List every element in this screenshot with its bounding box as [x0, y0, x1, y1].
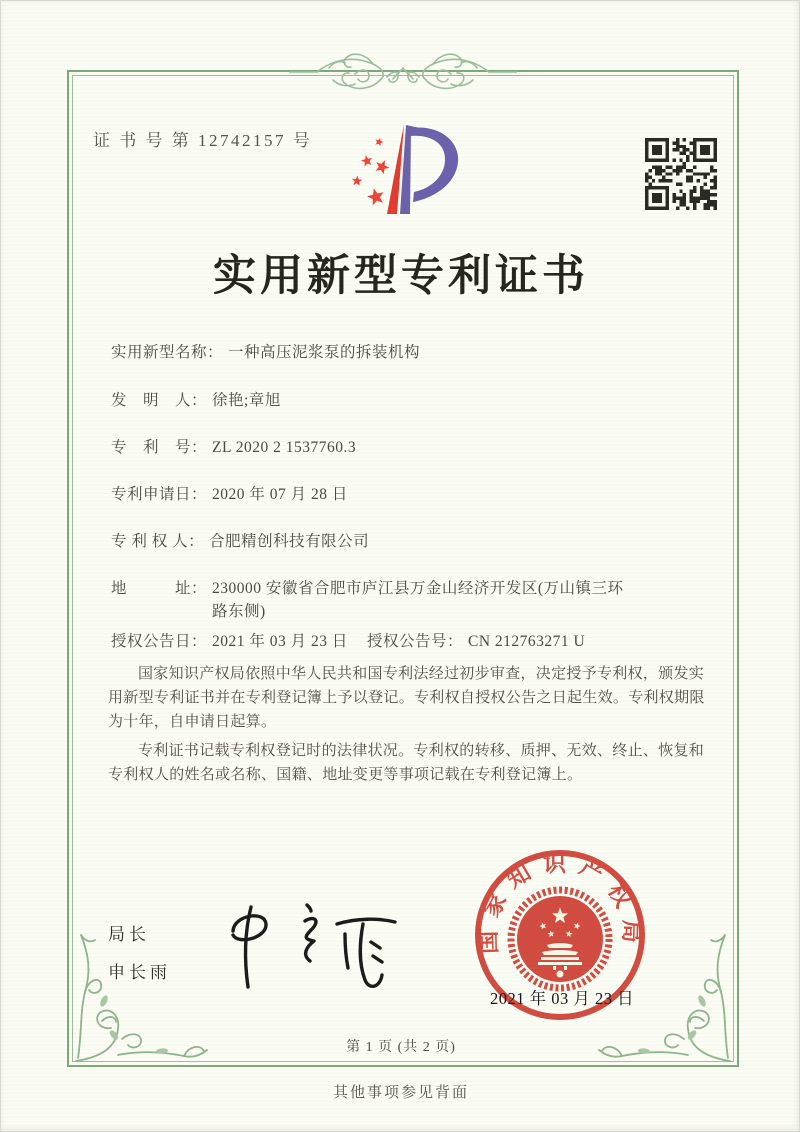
- officer-role: 局长: [108, 925, 150, 944]
- field-label: 地 址：: [111, 580, 208, 597]
- grant-date-value: 2021 年 03 月 23 日: [212, 633, 348, 650]
- field-row-patentee: [111, 530, 711, 553]
- field-value: 230000 安徽省合肥市庐江县万金山经济开发区(万山镇三环路东侧): [212, 580, 624, 621]
- field-row-grant: [111, 630, 711, 653]
- field-label: 实用新型名称：: [111, 344, 224, 361]
- national-emblem-icon: [511, 890, 609, 988]
- qr-code: [638, 131, 724, 217]
- field-row-utility-name: [111, 341, 711, 364]
- grant-number-value: CN 212763271 U: [468, 633, 586, 650]
- field-value: ZL 2020 2 1537760.3: [212, 439, 357, 456]
- legal-paragraph-2: 专利证书记载专利权登记时的法律状况。专利权的转移、质押、无效、终止、恢复和专利权人的姓名或名称、国籍、地址变更等事项记载在专利登记簿上。: [108, 743, 705, 783]
- field-value: 一种高压泥浆泵的拆装机构: [228, 344, 421, 361]
- top-flourish-icon: [289, 48, 517, 98]
- legal-text-block: [108, 662, 716, 792]
- field-row-patent-number: [111, 436, 711, 459]
- logo-bowl: [409, 127, 458, 202]
- field-value: 合肥精创科技有限公司: [209, 533, 370, 550]
- grant-date-label: 授权公告日：: [111, 633, 208, 650]
- certificate-number: 证 书 号 第 12742157 号: [93, 131, 313, 150]
- officer-name: 申长雨: [108, 963, 171, 982]
- field-value: 2020 年 07 月 28 日: [212, 486, 348, 503]
- seal-text: 国家知识产权局: [474, 850, 646, 955]
- field-value: 徐艳;章旭: [212, 392, 281, 409]
- field-label: 发 明 人：: [111, 392, 208, 409]
- director-signature: [221, 897, 417, 993]
- field-row-address: [111, 577, 711, 624]
- field-label: 专 利 权 人：: [111, 533, 205, 550]
- seal-date: 2021 年 03 月 23 日: [490, 989, 635, 1008]
- page-number: 第 1 页 (共 2 页): [346, 1040, 456, 1055]
- officer-block: [108, 920, 171, 983]
- cnipa-logo-icon: [347, 113, 469, 219]
- legal-paragraph-1: 国家知识产权局依照中华人民共和国专利法经过初步审查，决定授予专利权，颁发实用新型专利证书并在专利登记簿上予以登记。专利权自授权公告之日起生效。专利权期限为十年，自申请日起算。: [108, 666, 705, 730]
- field-row-filing-date: [111, 483, 711, 506]
- certificate-title: 实用新型专利证书: [213, 253, 589, 300]
- back-side-note: 其他事项参见背面: [332, 1085, 469, 1101]
- field-label: 专利申请日：: [111, 486, 208, 503]
- field-label: 专 利 号：: [111, 439, 208, 456]
- logo-stars: [352, 138, 390, 206]
- grant-number-label: 授权公告号：: [367, 633, 464, 650]
- field-row-inventor: [111, 389, 711, 412]
